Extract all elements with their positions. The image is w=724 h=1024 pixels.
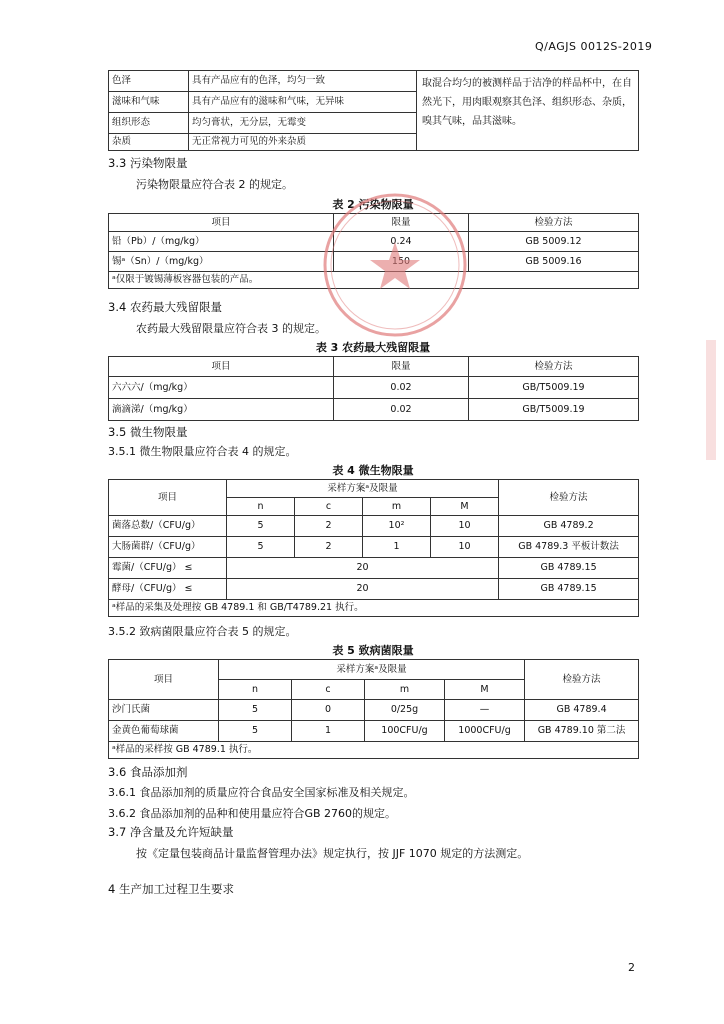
table-5-caption: 表 5 致病菌限量 [332,644,414,657]
table-note-row [109,600,639,617]
standard-number: Q/AGJS 0012S-2019 [535,40,653,53]
cell-item: 酵母/（CFU/g） ≤ [109,579,227,600]
cell-limit: 0.24 [334,232,469,252]
table-header-row [109,480,639,498]
table-header-row [109,660,639,680]
cell-limit: 20 [227,579,499,600]
table-row [109,537,639,558]
section-3-6-2-text: 3.6.2 食品添加剂的品种和使用量应符合GB 2760的规定。 [108,807,397,820]
col-method: 检验方法 [469,214,639,232]
binding-seal-edge [704,340,718,460]
col-plan: 采样方案ᵃ及限量 [227,480,499,498]
cell-M: 1000CFU/g [445,721,525,742]
cell-method: GB 4789.3 平板计数法 [499,537,639,558]
company-seal-stamp [320,190,470,340]
sensory-item: 组织形态 [109,113,189,134]
table-4-caption: 表 4 微生物限量 [332,464,414,477]
table-row [109,516,639,537]
section-3-6-title: 3.6 食品添加剂 [108,765,188,779]
section-3-7-text: 按《定量包装商品计量监督管理办法》规定执行，按 JJF 1070 规定的方法测定。 [136,847,529,860]
cell-item: 六六六/（mg/kg） [109,377,334,399]
cell-n: 5 [227,516,295,537]
cell-n: 5 [219,721,292,742]
cell-n: 5 [227,537,295,558]
cell-item: 大肠菌群/（CFU/g） [109,537,227,558]
sensory-method: 取混合均匀的被测样品于洁净的样品杯中，在自然光下，用肉眼观察其色泽、组织形态、杂质，嗅其气味，品其滋味。 [417,71,639,151]
cell-item: 锡ᵃ（Sn）/（mg/kg） [109,252,334,272]
sensory-item: 杂质 [109,134,189,151]
table-row [109,721,639,742]
cell-item: 铅（Pb）/（mg/kg） [109,232,334,252]
col-method: 检验方法 [499,480,639,516]
cell-method: GB 4789.10 第二法 [525,721,639,742]
section-3-4-text: 农药最大残留限量应符合表 3 的规定。 [136,322,326,335]
sensory-req: 均匀膏状，无分层，无霉变 [189,113,417,134]
col-limit: 限量 [334,357,469,377]
cell-method: GB 5009.12 [469,232,639,252]
table-row [109,579,639,600]
cell-m: 100CFU/g [365,721,445,742]
cell-item: 沙门氏菌 [109,700,219,721]
cell-c: 2 [295,516,363,537]
col-method: 检验方法 [469,357,639,377]
sensory-req: 具有产品应有的滋味和气味，无异味 [189,92,417,113]
table-note-row [109,742,639,759]
col-item: 项目 [109,357,334,377]
col-M: M [431,498,499,516]
cell-n: 5 [219,700,292,721]
section-3-4-title: 3.4 农药最大残留限量 [108,300,222,314]
cell-M: 10 [431,537,499,558]
cell-method: GB 4789.4 [525,700,639,721]
cell-limit: 0.02 [334,399,469,421]
col-item: 项目 [109,660,219,700]
cell-m: 10² [363,516,431,537]
cell-method: GB/T5009.19 [469,377,639,399]
table-note: ᵃ样品的采集及处理按 GB 4789.1 和 GB/T4789.21 执行。 [109,600,639,617]
col-plan: 采样方案ᵃ及限量 [219,660,525,680]
cell-item: 菌落总数/（CFU/g） [109,516,227,537]
sensory-item: 滋味和气味 [109,92,189,113]
table-5 [108,659,639,759]
col-n: n [219,680,292,700]
cell-item: 金黄色葡萄球菌 [109,721,219,742]
section-3-7-title: 3.7 净含量及允许短缺量 [108,825,234,839]
table-row [109,700,639,721]
col-n: n [227,498,295,516]
table-row [109,399,639,421]
cell-m: 1 [363,537,431,558]
sensory-item: 色泽 [109,71,189,92]
col-m: m [365,680,445,700]
cell-method: GB 4789.15 [499,579,639,600]
cell-method: GB 4789.15 [499,558,639,579]
section-3-6-1-text: 3.6.1 食品添加剂的质量应符合食品安全国家标准及相关规定。 [108,786,415,799]
cell-c: 1 [292,721,365,742]
table-3-caption: 表 3 农药最大残留限量 [315,341,431,354]
section-3-3-title: 3.3 污染物限量 [108,156,188,170]
cell-M: 10 [431,516,499,537]
cell-c: 2 [295,537,363,558]
table-header-row [109,357,639,377]
col-m: m [363,498,431,516]
cell-limit: 0.02 [334,377,469,399]
sensory-table [108,70,639,151]
cell-item: 霉菌/（CFU/g） ≤ [109,558,227,579]
table-2-caption: 表 2 污染物限量 [332,198,414,211]
cell-method: GB 5009.16 [469,252,639,272]
table-row [109,377,639,399]
table-4 [108,479,639,617]
cell-item: 滴滴涕/（mg/kg） [109,399,334,421]
col-M: M [445,680,525,700]
section-3-5-title: 3.5 微生物限量 [108,425,188,439]
cell-m: 0/25g [365,700,445,721]
col-item: 项目 [109,214,334,232]
sensory-req: 具有产品应有的色泽，均匀一致 [189,71,417,92]
section-3-3-text: 污染物限量应符合表 2 的规定。 [136,178,293,191]
col-limit: 限量 [334,214,469,232]
col-item: 项目 [109,480,227,516]
sensory-req: 无正常视力可见的外来杂质 [189,134,417,151]
col-c: c [295,498,363,516]
table-row [109,71,639,92]
cell-method: GB/T5009.19 [469,399,639,421]
table-note: ᵃ样品的采样按 GB 4789.1 执行。 [109,742,639,759]
cell-limit: 20 [227,558,499,579]
table-note: ᵃ仅限于镀锡薄板容器包装的产品。 [109,272,639,289]
col-method: 检验方法 [525,660,639,700]
section-3-5-1-text: 3.5.1 微生物限量应符合表 4 的规定。 [108,445,297,458]
table-3 [108,356,639,421]
cell-M: — [445,700,525,721]
page-number: 2 [628,961,635,974]
cell-method: GB 4789.2 [499,516,639,537]
section-4-title: 4 生产加工过程卫生要求 [108,882,234,896]
cell-c: 0 [292,700,365,721]
col-c: c [292,680,365,700]
table-row [109,558,639,579]
section-3-5-2-text: 3.5.2 致病菌限量应符合表 5 的规定。 [108,625,297,638]
